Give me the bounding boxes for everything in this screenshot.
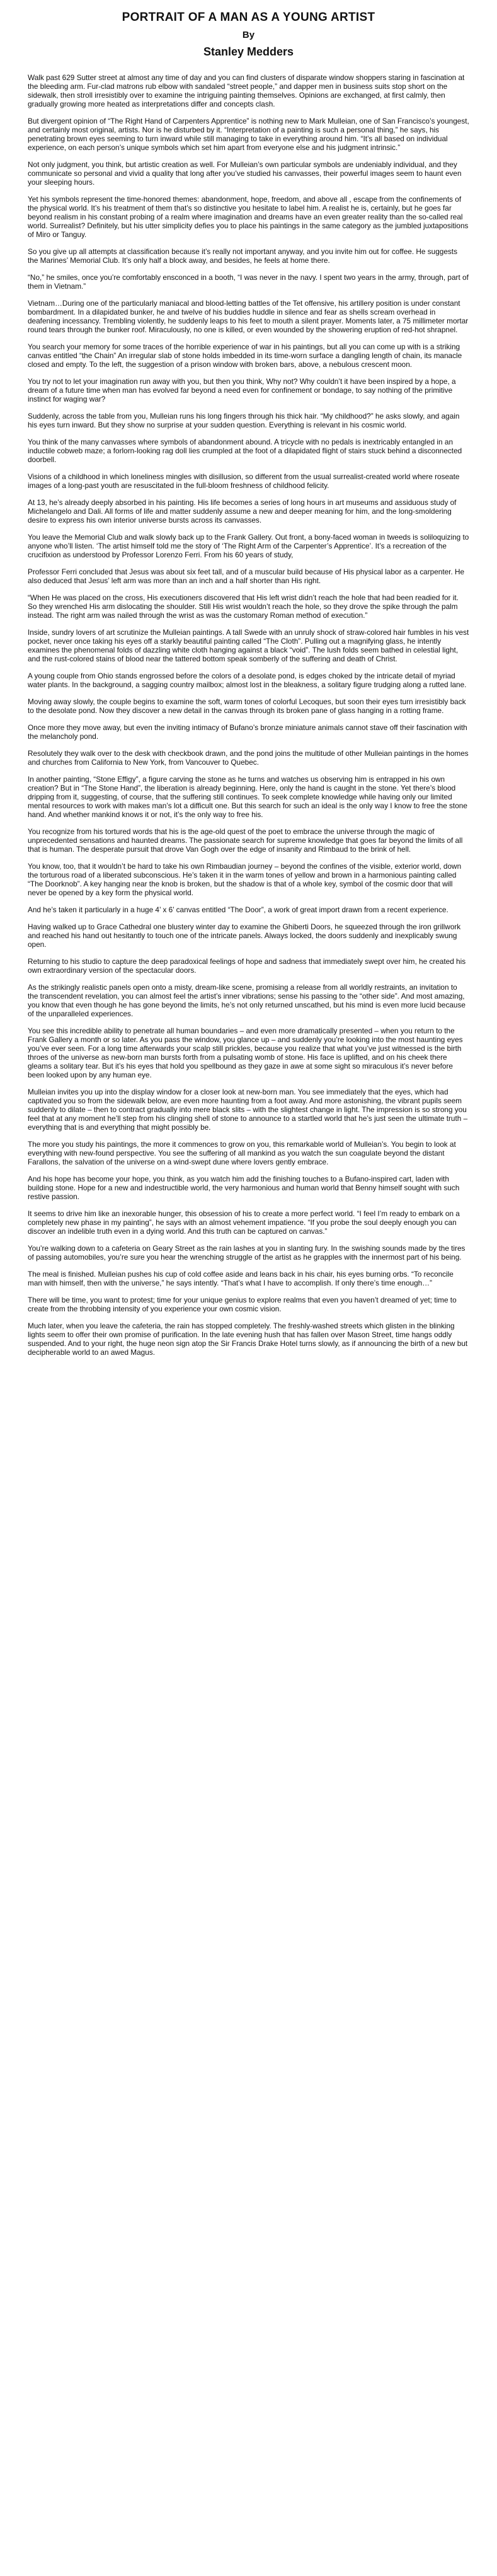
paragraph: You know, too, that it wouldn’t be hard to take his own Rimbaudian journey – beyond the confines of the visible, exterior world, down the torturous road of a liberated subconscious. He’s taken it in the warm tones of yellow and brown in a harmonious painting called “The Doorknob”. A key hanging near the knob is broken, but the shadow is that of a whole key, symbol of the cosmic door that will never be opened by a key form the physical world. (28, 862, 462, 897)
author-name: Stanley Medders (203, 45, 294, 58)
paragraph: Yet his symbols represent the time-honored themes: abandonment, hope, freedom, and above all , escape from the confinements of the physical world. It’s his treatment of them that’s so distinctive you hesitate to label him. A realist he is, certainly, but he goes far beyond realism in his constant probing of a realm where imagination and dreams have an even greater reality than the so-called real world. Surrealist? Definitely, but his utter simplicity defies you to place his paintings in the same category as the jumbled juxtapositions of Miro or Tanguy. (28, 195, 469, 239)
paragraph: The meal is finished. Mulleian pushes his cup of cold coffee aside and leans back in his chair, his eyes burning orbs. “To reconcile man with himself, then with the universe,” he says intently. “That’s what I have to accomplish. If only there’s time enough…” (28, 1270, 454, 1287)
paragraph: Inside, sundry lovers of art scrutinize the Mulleian paintings. A tall Swede with an unruly shock of straw-colored hair fumbles in his vest pocket, never once taking his eyes off a starkly beautiful painting called “The Cloth”. Pulling out a magnifying glass, he intently examines the phenomenal folds of dazzling white cloth hanging against a black “void”. The lush folds seem bathed in celestial light, and the rust-colored stains of blood near the tattered bottom speak somberly of the suffering and death of Christ. (28, 628, 469, 663)
paragraph: You’re walking down to a cafeteria on Geary Street as the rain lashes at you in slanting fury. In the swishing sounds made by the tires of passing automobiles, you’re sure you hear the wrenching struggle of the artist as he grapples with the innermost part of his being. (28, 1244, 466, 1262)
paragraph: At 13, he’s already deeply absorbed in his painting. His life becomes a series of long hours in art museums and assiduous study of Michelangelo and Dali. All forms of life and matter suddenly assume a new and deeper meaning for him, and the long-smoldering desire to express his own interior universe bursts across its canvasses. (28, 498, 457, 525)
paragraph: You leave the Memorial Club and walk slowly back up to the Frank Gallery. Out front, a bony-faced woman in tweeds is soliloquizing to anyone who’ll listen. ‘The artist himself told me the story of ‘The Right Arm of the Carpenter’s Apprentice’. It’s a recreation of the crucifixion as understood by Professor Lorenzo Ferri. From his 60 years of study, (28, 533, 469, 559)
paragraph: Having walked up to Grace Cathedral one blustery winter day to examine the Ghiberti Doors, he squeezed through the iron grillwork and reached his hand out hesitantly to touch one of the intricate panels. Always locked, the doors suddenly and inexplicably swung open. (28, 922, 461, 949)
byline-by: By (242, 30, 255, 40)
paragraph: You recognize from his tortured words that his is the age-old quest of the poet to embrace the universe through the magic of unprecedented sensations and haunted dreams. The passionate search for supreme knowledge that goes far beyond the limits of all that is human. The desperate pursuit that drove Van Gogh over the edge of insanity and Rimbaud to the brink of hell. (28, 827, 463, 854)
paragraph: Walk past 629 Sutter street at almost any time of day and you can find clusters of disparate window shoppers staring in fascination at the bleeding arm. Fur-clad matrons rub elbow with sandaled “street people,” and dapper men in business suits stop short on the sidewalk, then stroll irresistibly over to examine the intriguing painting themselves. Opinions are exchanged, at first calmly, then gradually growing more heated as interpretations differ and concepts clash. (28, 73, 465, 108)
paragraph: So you give up all attempts at classification because it’s really not important anyway, and you invite him out for coffee. He suggests the Marines’ Memorial Club. It’s only half a block away, and besides, he feels at home there. (28, 247, 457, 265)
paragraph: And he’s taken it particularly in a huge 4’ x 6’ canvas entitled “The Door”, a work of great import drawn from a recent experience. (28, 905, 448, 914)
paragraph: Once more they move away, but even the inviting intimacy of Bufano’s bronze miniature animals cannot stave off their fascination with the melancholy pond. (28, 723, 467, 741)
paragraph: You think of the many canvasses where symbols of abandonment abound. A tricycle with no pedals is inextricably entangled in an inductile cobweb maze; a forlorn-looking rag doll lies crumpled at the foot of a dilapidated flight of stairs stuck behind a disconnected doorbell. (28, 438, 462, 464)
article-title: PORTRAIT OF A MAN AS A YOUNG ARTIST (122, 11, 375, 24)
paragraph: Not only judgment, you think, but artistic creation as well. For Mulleian’s own particular symbols are undeniably individual, and they communicate so personal and vivid a quality that long after you’ve studied his canvasses, their powerful images seem to haunt even your sleeping hours. (28, 160, 462, 187)
paragraph: You try not to let your imagination run away with you, but then you think, Why not? Why couldn’t it have been inspired by a hope, a dream of a future time when man has evolved far beyond a need even for confinement or bondage, to say nothing of the primitive instinct for waging war? (28, 377, 456, 403)
paragraph: You search your memory for some traces of the horrible experience of war in his paintings, but all you can come up with is a striking canvas entitled “the Chain” An irregular slab of stone holds imbedded in its time-worn surface a dangling length of chain, its manacle closed and empty. To the left, the suggestion of a prison window with broken bars, above, a nebulous crescent moon. (28, 342, 462, 369)
paragraph: The more you study his paintings, the more it commences to grow on you, this remarkable world of Mulleian’s. You begin to look at everything with new-found perspective. You see the suffering of all mankind as you watch the sun coagulate beyond the distant Farallons, the salvation of the universe on a wind-swept dune where lovers gently embrace. (28, 1140, 456, 1166)
paragraph: Professor Ferri concluded that Jesus was about six feet tall, and of a muscular build because of His physical labor as a carpenter. He also deduced that Jesus’ left arm was more than an inch and a half shorter than His right. (28, 567, 465, 585)
paragraph: It seems to drive him like an inexorable hunger, this obsession of his to create a more perfect world. “I feel I’m ready to embark on a completely new phase in my painting”, he says with an almost vehement impatience. “If you probe the soul deeply enough you can discover an indelible truth even in a dying world. And this truth can be captured on canvas.” (28, 1209, 460, 1236)
paragraph: In another painting, “Stone Effigy”, a figure carving the stone as he turns and watches us observing him is entrapped in his own creation? But in “The Stone Hand”, the liberation is already beginning. Here, only the hand is caught in the stone. Yet there’s blood dripping from it, suggesting, of course, that the suffering still continues. To seek complete knowledge while having only our limited mental resources to work with makes man’s lot a difficult one. But this search for such an ideal is the only way I know to free the stone hand. And whether mankind knows it or not, it’s the only way to free his. (28, 775, 467, 819)
paragraph: A young couple from Ohio stands engrossed before the colors of a desolate pond, is edges choked by the intricate detail of myriad water plants. In the background, a sagging country mailbox; almost lost in the bleakness, a solitary figure trudging along a rutted lane. (28, 671, 467, 689)
paragraph: Mulleian invites you up into the display window for a closer look at new-born man. You see immediately that the eyes, which had captivated you so from the sidewalk below, are even more haunting from a foot away. And more astonishing, the vibrant pupils seem suddenly to dilate – then to contract gradually into mere black slits – with the slightest change in light. The impression is so strong you feel that at any moment he’ll step from his clinging shell of stone to announce to a startled world that he’s just seen the ultimate truth – everything that is and everything that might possibly be. (28, 1088, 468, 1132)
paragraph: Moving away slowly, the couple begins to examine the soft, warm tones of colorful Lecoques, but soon their eyes turn irresistibly back to the desolate pond. Now they discover a new detail in the canvas through its broken pane of glass hanging in a rotting frame. (28, 697, 466, 715)
paragraph: As the strikingly realistic panels open onto a misty, dream-like scene, promising a release from all worldly restraints, an invitation to the transcendent revelation, you can almost feel the artist’s inner vibrations; sense his passing to the “other side”. And most amazing, you know that even though he has gone beyond the limits, he’s not only returned unscathed, but his mind is even more lucid because of the unparalleled experiences. (28, 983, 466, 1018)
paragraph: Suddenly, across the table from you, Mulleian runs his long fingers through his thick hair. “My childhood?” he asks slowly, and again his eyes turn inward. But they show no surprise at your sudden question. Everything is relevant in his cosmic world. (28, 412, 460, 429)
paragraph: Visions of a childhood in which loneliness mingles with disillusion, so different from the usual surrealist-created world where roseate images of a long-past youth are resuscitated in the full-bloom freshness of childhood felicity. (28, 472, 460, 490)
paragraph: Resolutely they walk over to the desk with checkbook drawn, and the pond joins the multitude of other Mulleian paintings in the homes and churches from California to New York, from Vancouver to Quebec. (28, 749, 469, 767)
paragraph: There will be time, you want to protest; time for your unique genius to explore realms that even you haven’t dreamed of yet; time to create from the throbbing intensity of you experience your own cosmic vision. (28, 1296, 457, 1313)
paragraph: “When He was placed on the cross, His executioners discovered that His left wrist didn’t reach the hole that had been readied for it. So they wrenched His arm dislocating the shoulder. Still His wrist wouldn’t reach the hole, so they drove the spike through the palm instead. The right arm was nailed through the wrist as was the customary Roman method of execution.” (28, 593, 459, 620)
paragraph: “No,” he smiles, once you’re comfortably ensconced in a booth, “I was never in the navy. I spent two years in the army, through, part of them in Vietnam.” (28, 273, 469, 291)
paragraph: And his hope has become your hope, you think, as you watch him add the finishing touches to a Bufano-inspired cart, laden with building stone. Hope for a new and indestructible world, the very harmonious and human world that Benny himself sought with such restive passion. (28, 1175, 460, 1201)
paragraph: You see this incredible ability to penetrate all human boundaries – and even more dramatically presented – when you return to the Frank Gallery a month or so later. As you pass the window, you glance up – and suddenly you’re looking into the most haunting eyes you’ve ever seen. For a long time afterwards your scalp still prickles, because you realize that what you’ve just witnessed is the birth throes of the universe as new-born man bursts forth from a pulsating womb of stone. His face is uplifted, and on his cheek there gleams a solitary tear. But it’s his eyes that hold you spellbound as they gaze in awe at some sight so miraculous it’s never before been looked upon by any human eye. (28, 1026, 463, 1079)
paragraph: But divergent opinion of “The Right Hand of Carpenters Apprentice” is nothing new to Mark Mulleian, one of San Francisco’s youngest, and certainly most original, artists. Nor is he disturbed by it. “Interpretation of a painting is such a personal thing,” he says, his penetrating brown eyes seeming to turn inward while still managing to take in everything around him. “It’s all based on individual experience, on each person’s unique symbols which set him apart from everyone else and his judgment intrinsic.” (28, 117, 469, 152)
paragraph: Much later, when you leave the cafeteria, the rain has stopped completely. The freshly-washed streets which glisten in the blinking lights seem to offer their own promise of purification. In the late evening hush that has fallen over Mason Street, time hangs oddly suspended. And to your right, the huge neon sign atop the Sir Francis Drake Hotel turns slowly, as if announcing the birth of a new but decipherable world to an awed Magus. (28, 1321, 468, 1357)
paragraph: Vietnam…During one of the particularly maniacal and blood-letting battles of the Tet offensive, his artillery position is under constant bombardment. In a dilapidated bunker, he and twelve of his buddies huddle in silence and fear as shells scream overhead in deafening incessancy. Trembling violently, he suddenly leaps to his feet to mouth a silent prayer. Moments later, a 75 millimeter mortar round tears through the bunker roof. Miraculously, no one is killed, or even wounded by the showering eruption of red-hot shrapnel. (28, 299, 469, 334)
paragraph: Returning to his studio to capture the deep paradoxical feelings of hope and sadness that immediately swept over him, he created his own extraordinary version of the spectacular doors. (28, 957, 466, 975)
article-body (28, 73, 469, 1357)
